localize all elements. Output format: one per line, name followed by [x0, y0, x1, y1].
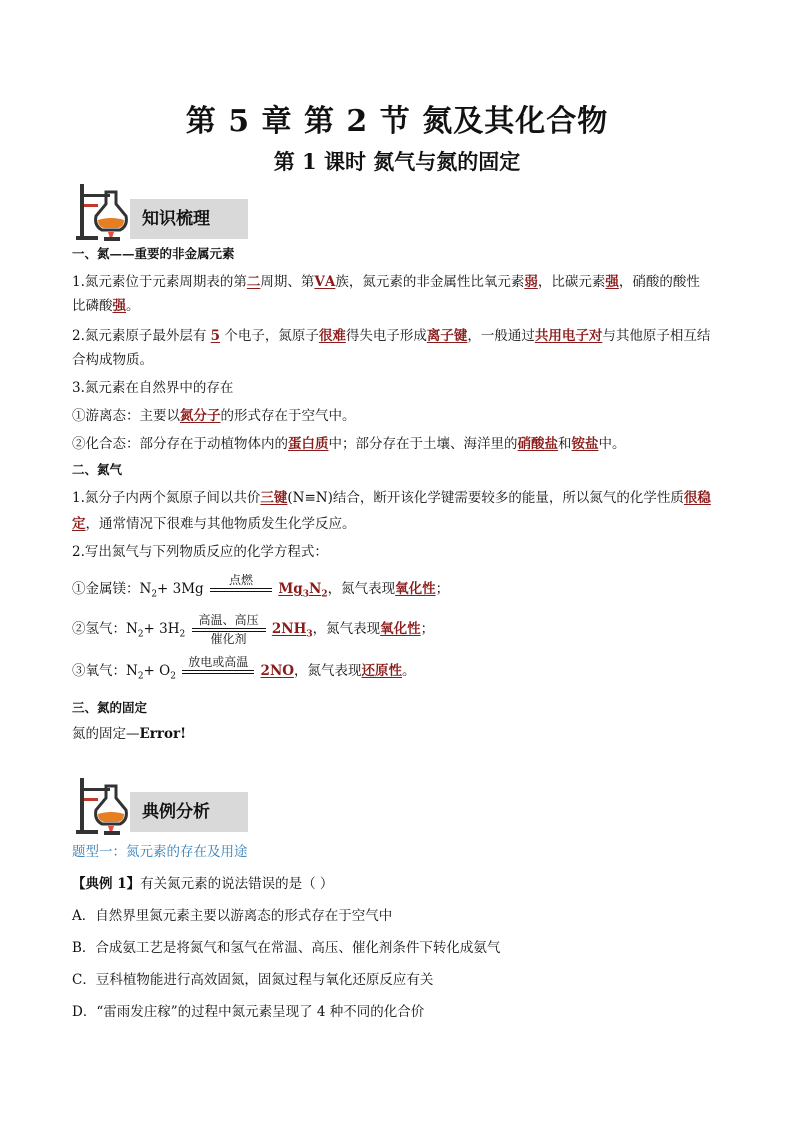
option-a: A．自然界里氮元素主要以游离态的形式存在于空气中 — [72, 908, 393, 924]
paragraph-2-line-1: 2.氮元素原子最外层有 5 个电子，氮原子很难得失电子形成离子键，一般通过共用电子对与其他原子相互结 — [72, 328, 711, 344]
paragraph-5: ②化合态：部分存在于动植物体内的蛋白质中；部分存在于土壤、海洋里的硝酸盐和铵盐中。 — [72, 436, 626, 452]
reaction-condition-h2: 高温、高压 催化剂 — [192, 614, 266, 645]
paragraph-1-line-1: 1.氮元素位于元素周期表的第二周期、第ⅤA族，氮元素的非金属性比氧元素弱，比碳元素强，硝酸的酸性 — [72, 274, 700, 290]
paragraph-4: ①游离态：主要以氮分子的形式存在于空气中。 — [72, 408, 356, 424]
reaction-h2: ②氢气：$N_2+ 3H_2$ 高温、高压 催化剂 $2NH_3$，氮气表现氧化性； — [72, 613, 435, 646]
lab-flask-icon — [76, 776, 132, 836]
reaction-o2: ③氧气：$N_2+ O_2$ 放电或高温 2NO，氮气表现还原性。 — [72, 656, 724, 691]
page-title: 第 5 章 第 2 节 氮及其化合物 — [185, 104, 609, 139]
reaction-condition-mg: 点燃 — [210, 574, 272, 605]
question-type-heading: 题型一：氮元素的存在及用途 — [72, 844, 248, 860]
paragraph-1-line-2: 比磷酸强。 — [72, 298, 140, 314]
section-banner-examples: 典例分析 — [130, 792, 248, 832]
paragraph-3: 3.氮元素在自然界中的存在 — [72, 380, 234, 396]
example-question: 【典例 1】有关氮元素的说法错误的是（ ） — [72, 876, 334, 892]
s3-paragraph-1: 氮的固定—Error! — [72, 726, 187, 742]
section-heading-2: 二、氮气 — [72, 462, 123, 477]
section-heading-3: 三、氮的固定 — [72, 700, 148, 715]
section-banner-knowledge: 知识梳理 — [130, 199, 248, 239]
option-d: D．“雷雨发庄稼”的过程中氮元素呈现了 4 种不同的化合价 — [72, 1004, 425, 1020]
reaction-condition-o2: 放电或高温 — [182, 656, 254, 687]
s2-paragraph-1-line-1: 1.氮分子内两个氮原子间以共价三键(N≡N)结合，断开该化学键需要较多的能量，所以氮气的化学性质很稳 — [72, 490, 711, 506]
s2-paragraph-2: 2.写出氮气与下列物质反应的化学方程式： — [72, 544, 328, 560]
page-subtitle: 第 1 课时 氮气与氮的固定 — [273, 149, 521, 174]
paragraph-2-line-2: 合构成物质。 — [72, 352, 153, 368]
s2-paragraph-1-line-2: 定，通常情况下很难与其他物质发生化学反应。 — [72, 516, 356, 532]
option-c: C．豆科植物能进行高效固氮，固氮过程与氧化还原反应有关 — [72, 972, 434, 988]
section-heading-1: 一、氮——重要的非金属元素 — [72, 246, 235, 261]
option-b: B．合成氨工艺是将氮气和氢气在常温、高压、催化剂条件下转化成氨气 — [72, 940, 501, 956]
lab-flask-icon — [76, 182, 132, 242]
reaction-mg: ①金属镁：$N_2+ 3Mg$ 点燃 $Mg_3N_2$，氮气表现氧化性； — [72, 574, 724, 608]
